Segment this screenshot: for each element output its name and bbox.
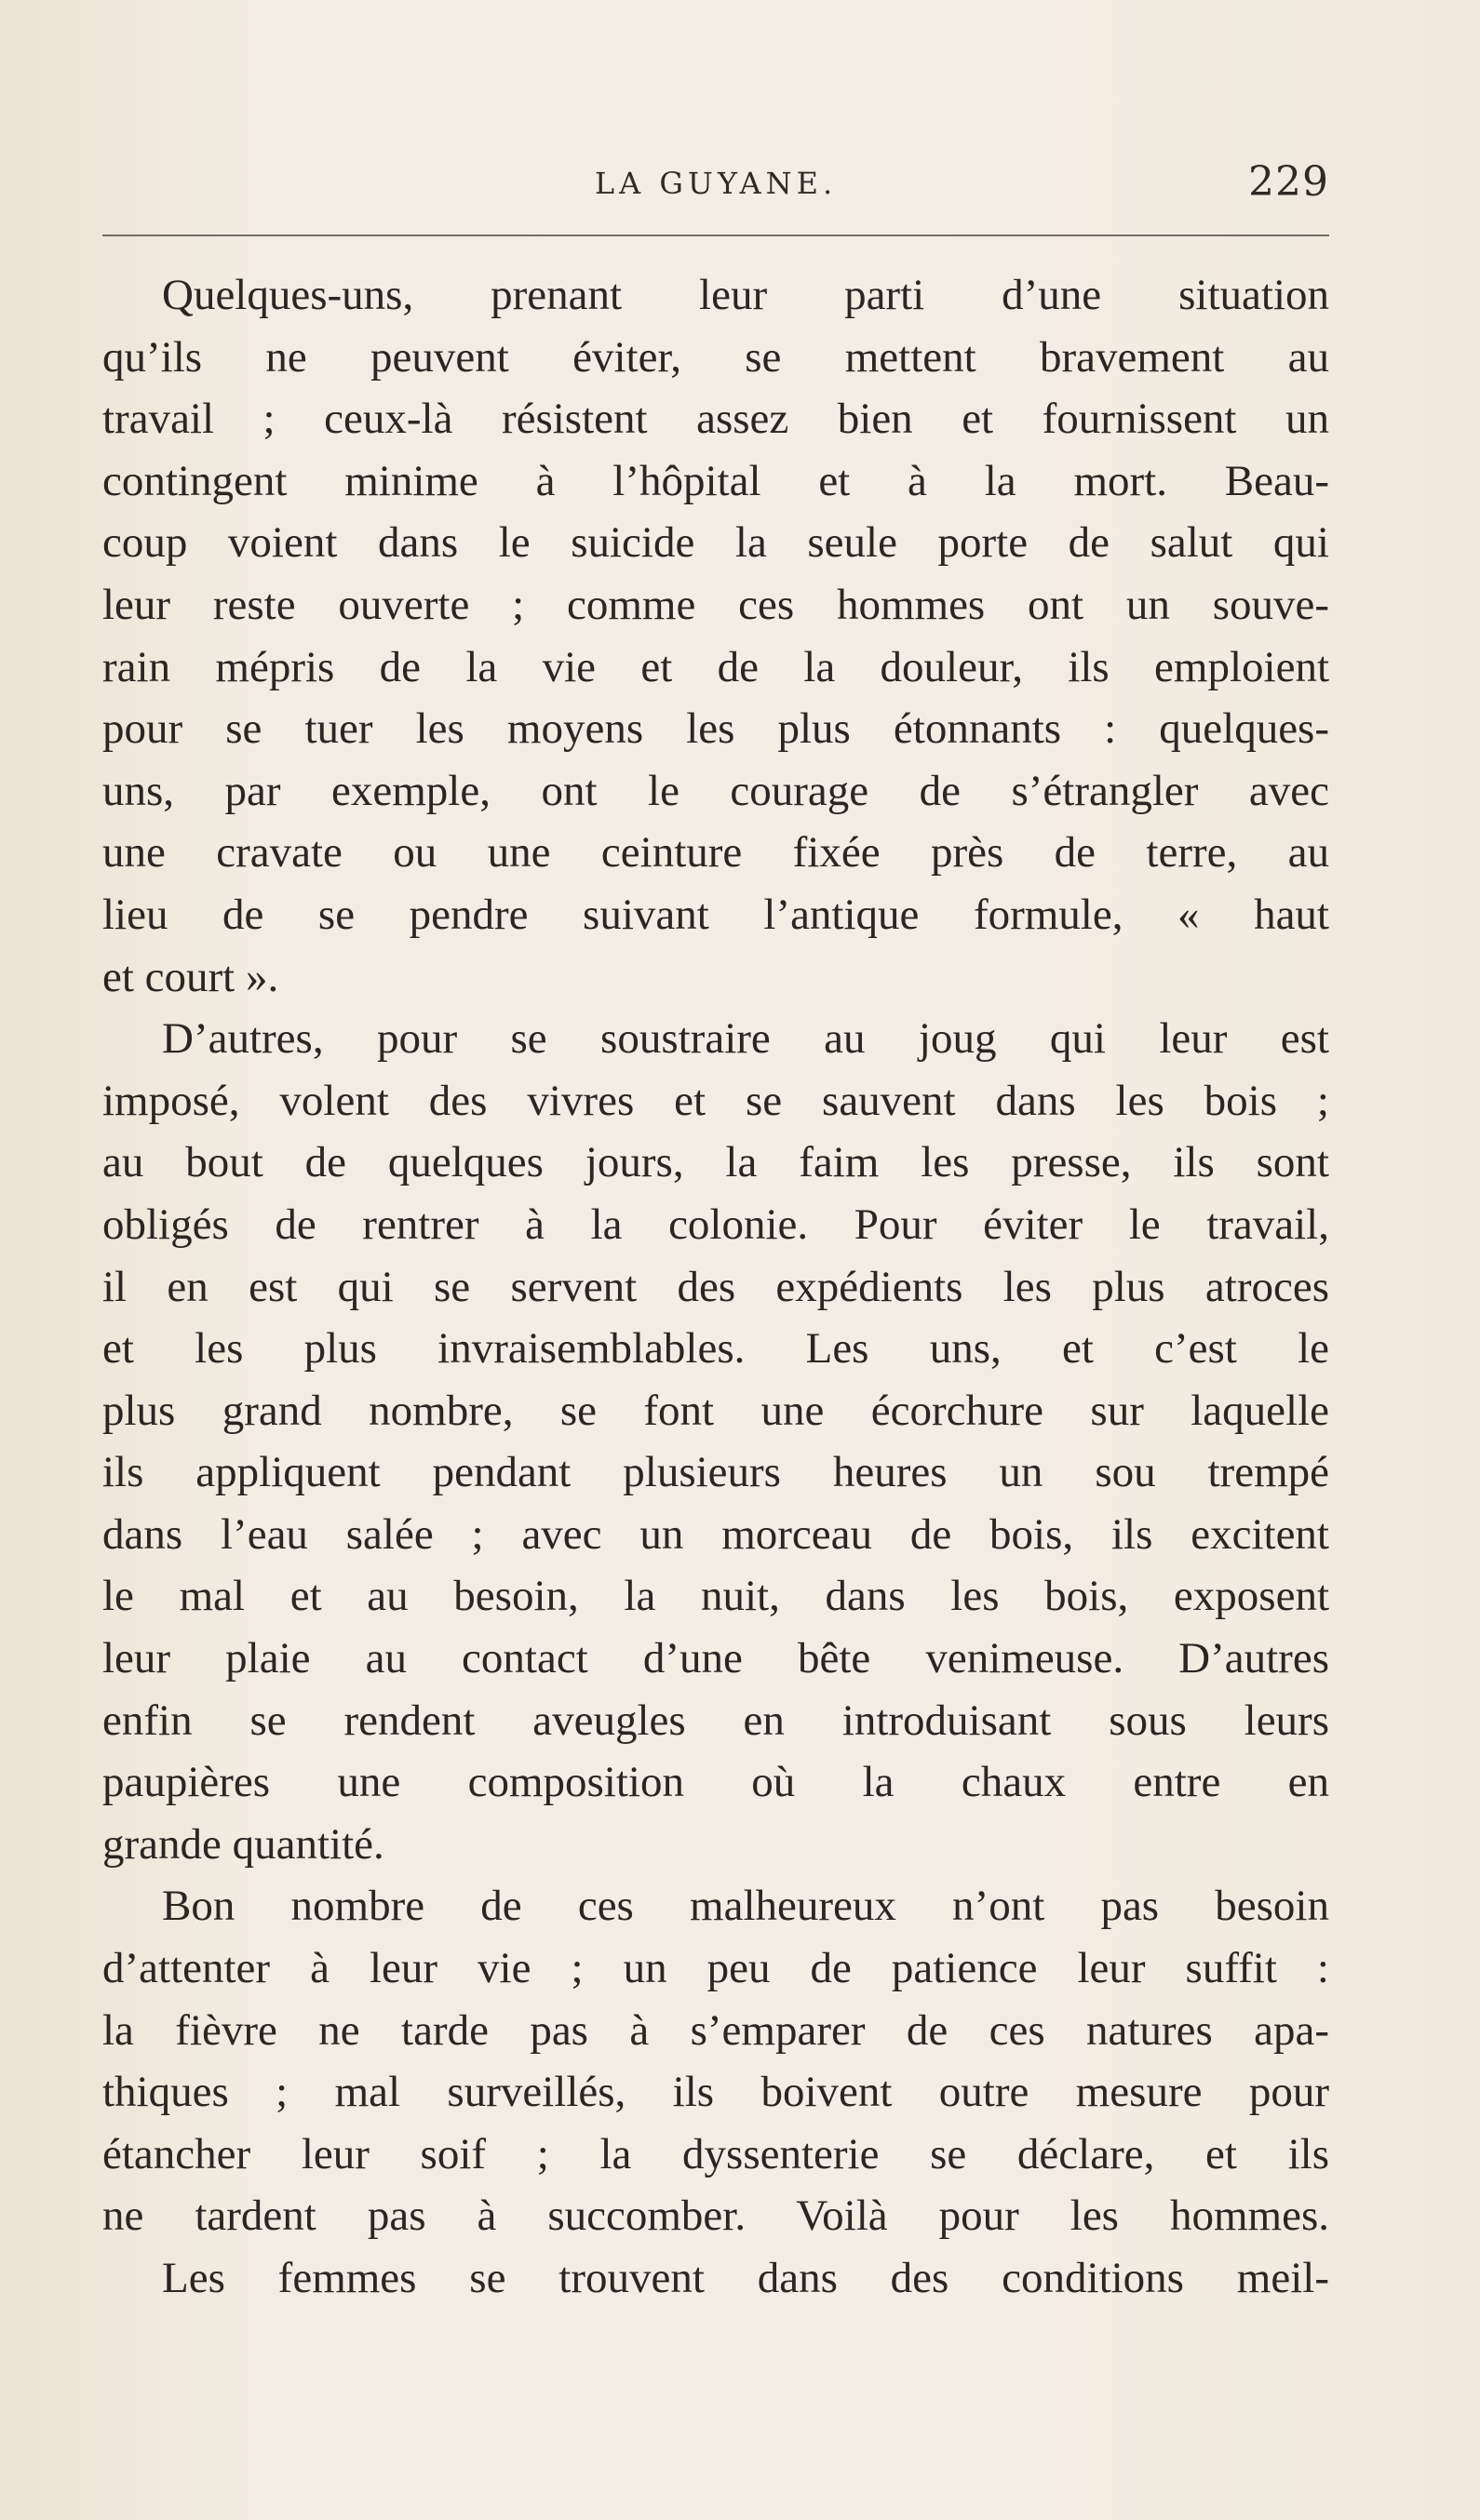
body-text (102, 264, 1329, 2310)
text-line: il en est qui se servent des expédients les plus atroces (102, 1262, 1329, 1311)
text-line: imposé, volent des vivres et se sauvent dans les bois ; (102, 1076, 1329, 1125)
text-line: plus grand nombre, se font une écorchure sur laquelle (102, 1386, 1329, 1435)
text-line: et les plus invraisemblables. Les uns, et c’est le (102, 1324, 1329, 1374)
text-line: et court ». (102, 952, 279, 1001)
text-line: leur plaie au contact d’une bête venimeuse. D’autres (102, 1634, 1329, 1683)
text-line: ne tardent pas à succomber. Voilà pour les hommes. (102, 2192, 1329, 2241)
text-line: une cravate ou une ceinture fixée près de terre, au (102, 828, 1329, 878)
text-line: rain mépris de la vie et de la douleur, ils emploient (102, 642, 1329, 691)
text-line: qu’ils ne peuvent éviter, se mettent bravement au (102, 332, 1329, 382)
text-line: contingent minime à l’hôpital et à la mort. Beau- (102, 456, 1329, 505)
text-line: coup voient dans le suicide la seule porte de salut qui (102, 518, 1329, 568)
text-line: uns, par exemple, ont le courage de s’étrangler avec (102, 766, 1329, 815)
running-header (102, 158, 1329, 214)
text-line: paupières une composition où la chaux entre en (102, 1758, 1329, 1807)
text-line: étancher leur soif ; la dyssenterie se déclare, et ils (102, 2129, 1329, 2178)
running-title: LA GUYANE. (594, 166, 838, 201)
text-line: obligés de rentrer à la colonie. Pour éviter le travail, (102, 1200, 1329, 1249)
page-number: 229 (1248, 158, 1329, 206)
text-line: enfin se rendent aveugles en introduisant sous leurs (102, 1696, 1329, 1745)
text-line: lieu de se pendre suivant l’antique formule, « haut (102, 890, 1329, 939)
text-line: grande quantité. (102, 1819, 384, 1869)
text-line: thiques ; mal surveillés, ils boivent outre mesure pour (102, 2068, 1329, 2117)
text-line: ils appliquent pendant plusieurs heures un sou trempé (102, 1448, 1329, 1497)
text-line: leur reste ouverte ; comme ces hommes ont un souve- (102, 580, 1329, 629)
text-line: Les femmes se trouvent dans des conditions meil- (162, 2254, 1329, 2302)
text-line: la fièvre ne tarde pas à s’emparer de ces natures apa- (102, 2005, 1329, 2055)
text-line: d’attenter à leur vie ; un peu de patience leur suffit : (102, 1944, 1329, 1993)
header-rule (102, 235, 1329, 236)
text-line: pour se tuer les moyens les plus étonnants : quelques- (102, 704, 1329, 754)
text-line: Bon nombre de ces malheureux n’ont pas besoin (162, 1882, 1329, 1931)
text-line: dans l’eau salée ; avec un morceau de bois, ils excitent (102, 1509, 1329, 1559)
text-line: D’autres, pour se soustraire au joug qui leur est (162, 1014, 1329, 1064)
text-line: au bout de quelques jours, la faim les presse, ils sont (102, 1138, 1329, 1187)
text-line: Quelques-uns, prenant leur parti d’une situation (162, 271, 1329, 319)
text-line: le mal et au besoin, la nuit, dans les bois, exposent (102, 1572, 1329, 1621)
text-line: travail ; ceux-là résistent assez bien et fournissent un (102, 395, 1329, 444)
